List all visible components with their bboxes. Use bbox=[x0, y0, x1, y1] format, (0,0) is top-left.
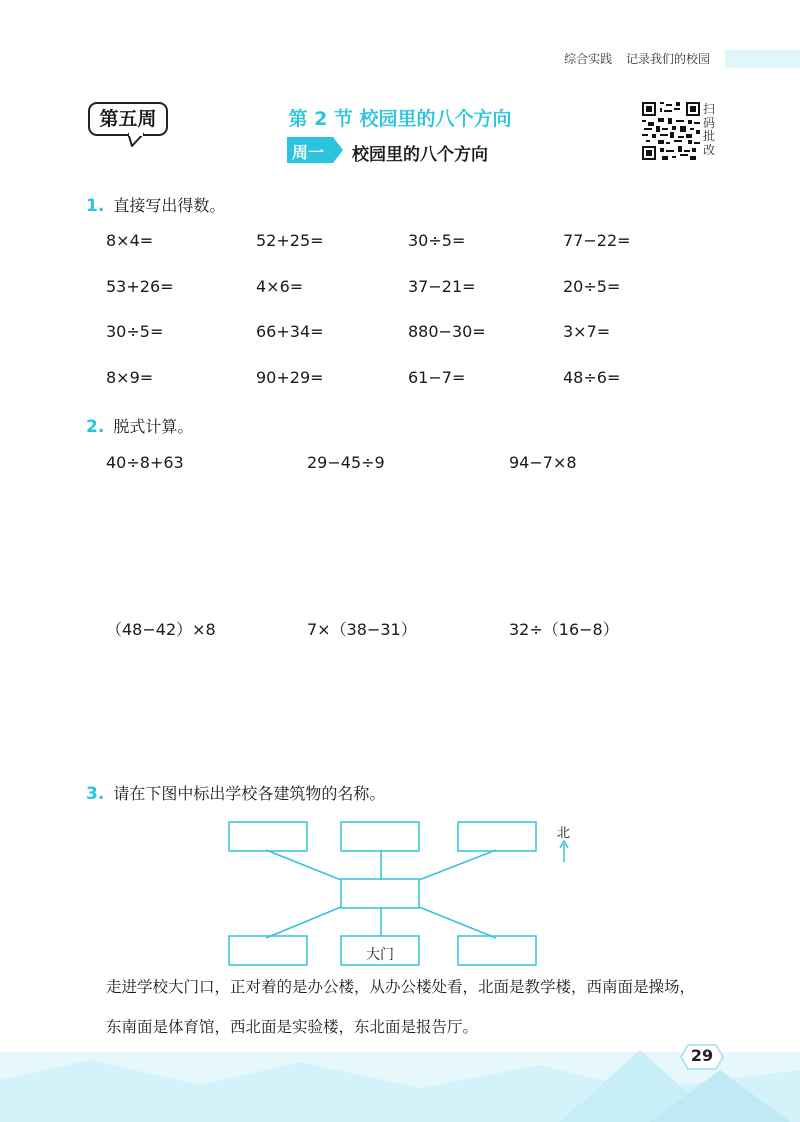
q1-item: 8×4= bbox=[106, 231, 154, 250]
q3-heading bbox=[86, 781, 385, 804]
q1-item: 20÷5= bbox=[563, 277, 621, 296]
north-label: 北 bbox=[557, 826, 571, 841]
q1-item: 37−21= bbox=[408, 277, 476, 296]
connector-northeast bbox=[419, 850, 496, 880]
box-northwest bbox=[229, 822, 307, 851]
day-tag-label: 周一 bbox=[292, 143, 325, 162]
q1-item: 77−22= bbox=[563, 231, 631, 250]
header-topic: 记录我们的校园 bbox=[625, 52, 710, 66]
q1-item: 880−30= bbox=[408, 322, 486, 341]
gate-label: 大门 bbox=[366, 947, 394, 963]
day-title: 校园里的八个方向 bbox=[352, 145, 488, 165]
q2-heading bbox=[86, 414, 193, 437]
q2-item: 29−45÷9 bbox=[307, 453, 385, 472]
header-category: 综合实践 bbox=[564, 52, 613, 66]
q1-item: 66+34= bbox=[256, 322, 324, 341]
box-northeast bbox=[458, 822, 536, 851]
q2-item: 40÷8+63 bbox=[106, 453, 184, 472]
q1-item: 52+25= bbox=[256, 231, 324, 250]
q1-item: 48÷6= bbox=[563, 368, 621, 387]
q1-item: 61−7= bbox=[408, 368, 466, 387]
q1-item: 8×9= bbox=[106, 368, 154, 387]
q1-text: 直接写出得数。 bbox=[113, 196, 226, 215]
connector-southeast bbox=[419, 907, 496, 938]
connector-northwest bbox=[266, 850, 341, 880]
qr-code-icon[interactable] bbox=[642, 102, 700, 160]
week-badge: 第五周 bbox=[88, 102, 168, 136]
box-southwest bbox=[229, 936, 307, 965]
q1-item: 53+26= bbox=[106, 277, 174, 296]
q2-item: 32÷（16−8） bbox=[509, 620, 619, 639]
q3-number: 3. bbox=[86, 784, 105, 804]
q1-item: 30÷5= bbox=[408, 231, 466, 250]
q2-text: 脱式计算。 bbox=[113, 417, 194, 436]
q1-item: 4×6= bbox=[256, 277, 304, 296]
q1-number: 1. bbox=[86, 196, 105, 216]
q2-item: 7×（38−31） bbox=[307, 620, 417, 639]
box-center bbox=[341, 879, 419, 908]
q2-item: 94−7×8 bbox=[509, 453, 577, 472]
connector-southwest bbox=[266, 907, 341, 938]
week-badge-tail bbox=[128, 133, 144, 147]
q1-item: 30÷5= bbox=[106, 322, 164, 341]
header-accent-strip bbox=[725, 50, 800, 68]
section-title: 第 2 节 校园里的八个方向 bbox=[288, 108, 512, 130]
box-north bbox=[341, 822, 419, 851]
north-arrow-icon bbox=[558, 840, 570, 862]
running-header bbox=[554, 50, 710, 67]
q3-text: 请在下图中标出学校各建筑物的名称。 bbox=[113, 784, 386, 803]
qr-label: 扫 码 批 改 bbox=[703, 102, 716, 157]
q1-item: 3×7= bbox=[563, 322, 611, 341]
q3-story-line-2: 东南面是体育馆，西北面是实验楼，东北面是报告厅。 bbox=[106, 1018, 479, 1036]
q1-heading bbox=[86, 193, 225, 216]
page-number: 29 bbox=[690, 1046, 714, 1065]
box-southeast bbox=[458, 936, 536, 965]
q2-number: 2. bbox=[86, 417, 105, 437]
q1-item: 90+29= bbox=[256, 368, 324, 387]
q3-story-line-1: 走进学校大门口，正对着的是办公楼，从办公楼处看，北面是教学楼，西南面是操场， bbox=[106, 978, 696, 996]
q2-item: （48−42）×8 bbox=[106, 620, 216, 639]
